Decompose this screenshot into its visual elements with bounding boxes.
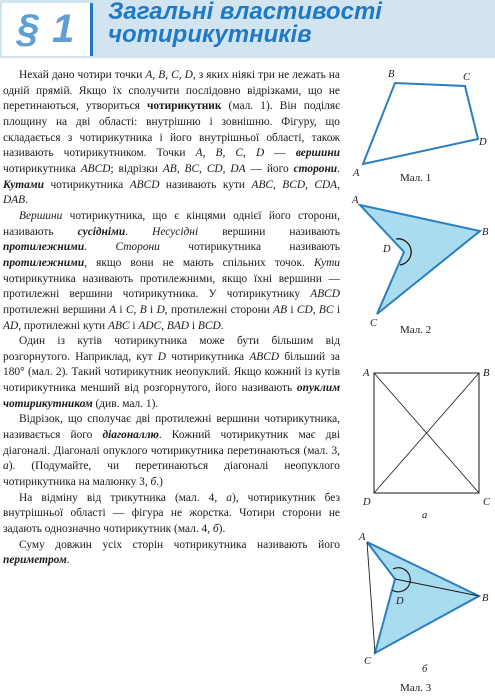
text-run: периметром [3,554,67,567]
text-run: протилежними [3,241,85,254]
text-run: BC [318,303,334,316]
text-run: ABCD [80,162,111,175]
fig1-label-C: C [463,72,471,83]
text-run: ABCD [249,350,280,363]
paragraph-adjacent-opposite [3,209,340,334]
text-run: і [333,303,340,316]
text-run: і [146,303,157,316]
text-run: б [212,523,219,536]
body-text [3,68,340,569]
text-run: ADC [138,319,162,332]
fig3a-sub-label: а [422,510,428,518]
fig2-label-A: A [352,195,359,206]
text-run: Кути [313,256,340,269]
text-run: , [133,303,140,316]
text-run: чотирикутник [147,100,222,113]
paragraph-perimeter [3,538,340,569]
text-run: (мал. 1). Він поділяє площину на дві області: внутрішню і зовнішню. Фігуру, що складається з чотирикутника і його внутрішньої області, також називають чотирикутником. Точки [3,100,340,160]
text-run: і [116,303,126,316]
text-run: сусідніми [77,225,126,238]
text-run: ABCD [310,288,340,301]
text-run: а [3,460,9,473]
text-run: чотирикутника називають [159,241,340,254]
text-run: B [139,303,147,316]
fig2-caption: Мал. 2 [400,324,432,336]
text-run: Відрізок, що сполучає дві протилежні вершини чотирикутника, називається його [3,413,340,442]
fig3a-label-A: A [363,368,370,379]
fig1-label-B: B [388,69,395,80]
paragraph-definition [3,68,340,209]
section-title-line-2: чотирикутників [108,21,312,48]
section-title [108,0,488,46]
fig1-label-A: A [353,168,360,179]
fig3b-quadrilateral [367,542,479,653]
text-run: Несусідні [152,225,199,238]
text-run: (див. мал. 1). [92,397,159,410]
text-run: вершини називають [198,225,340,238]
text-run: C [125,303,134,316]
fig1-quadrilateral [363,83,478,164]
text-run: A [109,303,117,316]
text-run: ; відрізки [110,162,163,175]
text-run: , [312,303,319,316]
text-run: Сторони [115,241,160,254]
text-run: і [129,319,139,332]
text-run: , протилежні сторони [164,303,274,316]
paragraph-diagonal [3,412,340,490]
text-run: Вершини [19,209,63,222]
text-run: BCD [197,319,221,332]
text-run: опуклим чотирикутником [3,382,340,410]
text-run: сторони [293,162,338,175]
fig2-label-B: B [482,227,489,238]
text-run: D [184,69,193,81]
text-run: D [157,350,166,363]
text-run: . [125,225,153,238]
text-run: , [178,69,185,81]
fig1-label-D: D [479,137,487,148]
text-run: ). [218,523,226,536]
text-run: .) [156,476,163,489]
text-run: B [158,69,166,81]
text-run: C [171,69,179,81]
fig3b-sub-label: б [422,664,428,675]
text-run: CD [296,303,313,316]
text-run: AB [273,303,288,316]
text-run: чотирикутника [44,178,130,191]
text-run: ABCD [129,178,160,191]
text-run: а [226,491,232,504]
text-run: . [25,194,29,207]
fig3b-label-C: C [364,656,372,667]
text-run: Суму довжин усіх сторін чотирикутника називають його [19,538,340,551]
figures-column [340,58,495,700]
fig3b-diagonal-AC [367,542,375,653]
text-run: . [220,319,224,332]
text-run: ). (Подумайте, чи перетинаються діагоналі неопуклого чотирикутника на малюнку 3, [3,460,340,489]
fig2-quadrilateral [360,205,480,314]
text-run: A [145,69,153,81]
section-title-line-1: Загальні властивості [108,0,382,25]
fig3-caption: Мал. 3 [400,682,432,694]
text-run: протилежні вершини [3,303,110,316]
text-run: A, B, C, D [195,147,265,160]
text-run: D [156,303,165,316]
paragraph-rigidity [3,491,340,538]
text-run: Кутами [3,178,44,191]
text-run: BAD [166,319,190,332]
figure-2-nonconvex-quadrilateral [340,188,495,328]
text-run: , протилежні кути [18,319,108,332]
fig3a-label-D: D [363,497,371,508]
fig3a-label-B: B [483,368,490,379]
section-header [0,0,495,58]
text-run: ABC, BCD, CDA, DAB [3,178,340,207]
text-run: вершини [295,147,340,160]
figure-3a-square-with-diagonals [340,358,495,518]
text-run: — його [245,162,294,175]
fig1-caption: Мал. 1 [400,172,432,184]
text-run: діагоналлю [102,429,159,442]
text-run: . Кожний чотирикутник має дві діагоналі. Діагоналі опуклого чотирикутника перетинаються (мал. 3, [3,429,340,457]
text-run: протилежними [3,256,85,269]
fig2-label-C: C [370,318,378,328]
fig3b-label-B: B [482,593,489,604]
fig3b-label-D: D [396,596,404,607]
text-run: , [161,319,167,332]
text-run: . [84,241,116,254]
text-run: чотирикутника називають протилежними, якщо їхні вершини — протилежні вершини чотирикутника. У чотирикутнику [3,272,340,301]
text-run: , [165,69,172,81]
text-run: б [150,476,157,489]
text-run: ), чотирикутник без внутрішньої області — фігура не жорстка. Чотири сторони не задають однозначно чотирикутник (мал. 4, [3,491,340,536]
text-run: . [337,162,340,175]
text-run: і [287,303,297,316]
text-run: ABC [108,319,130,332]
text-run: чотирикутника [165,350,250,363]
text-run: — [264,147,296,160]
text-run: На відміну від трикутника (мал. 4, [19,491,227,504]
text-run: чотирикутника [3,162,81,175]
section-number: § 1 [2,3,93,56]
text-run: більший за 180° (мал. 2). Такий чотирикутник неопуклий. Якщо кожний із кутів чотирикутника менший від розгорнутого, його називають [3,350,340,395]
paragraph-convex [3,334,340,412]
text-run: і [189,319,198,332]
text-run: AB, BC, CD, DA [162,162,246,175]
text-run: Нехай дано чотири точки [19,69,146,81]
text-run: , якщо вони не мають спільних точок. [84,256,314,269]
text-run: , з яких ніякі три не лежать на одній прямій. Якщо їх сполучити послідовно відрізками, що не перетинаються, утвориться [3,69,340,113]
text-run: Один із кутів чотирикутника може бути більшим від розгорнутого. Наприклад, кут [3,335,340,363]
figure-3b-nonconvex-with-diagonals [340,526,495,676]
text-run: AD [3,319,19,332]
text-run: чотирикутника, що є кінцями однієї його сторони, називають [3,209,340,238]
fig3a-label-C: C [483,497,491,508]
fig2-label-D: D [383,244,391,255]
text-run: називають кути [159,178,252,191]
text-run: , [152,69,159,81]
fig3b-label-A: A [359,532,366,543]
text-run: . [66,554,70,567]
